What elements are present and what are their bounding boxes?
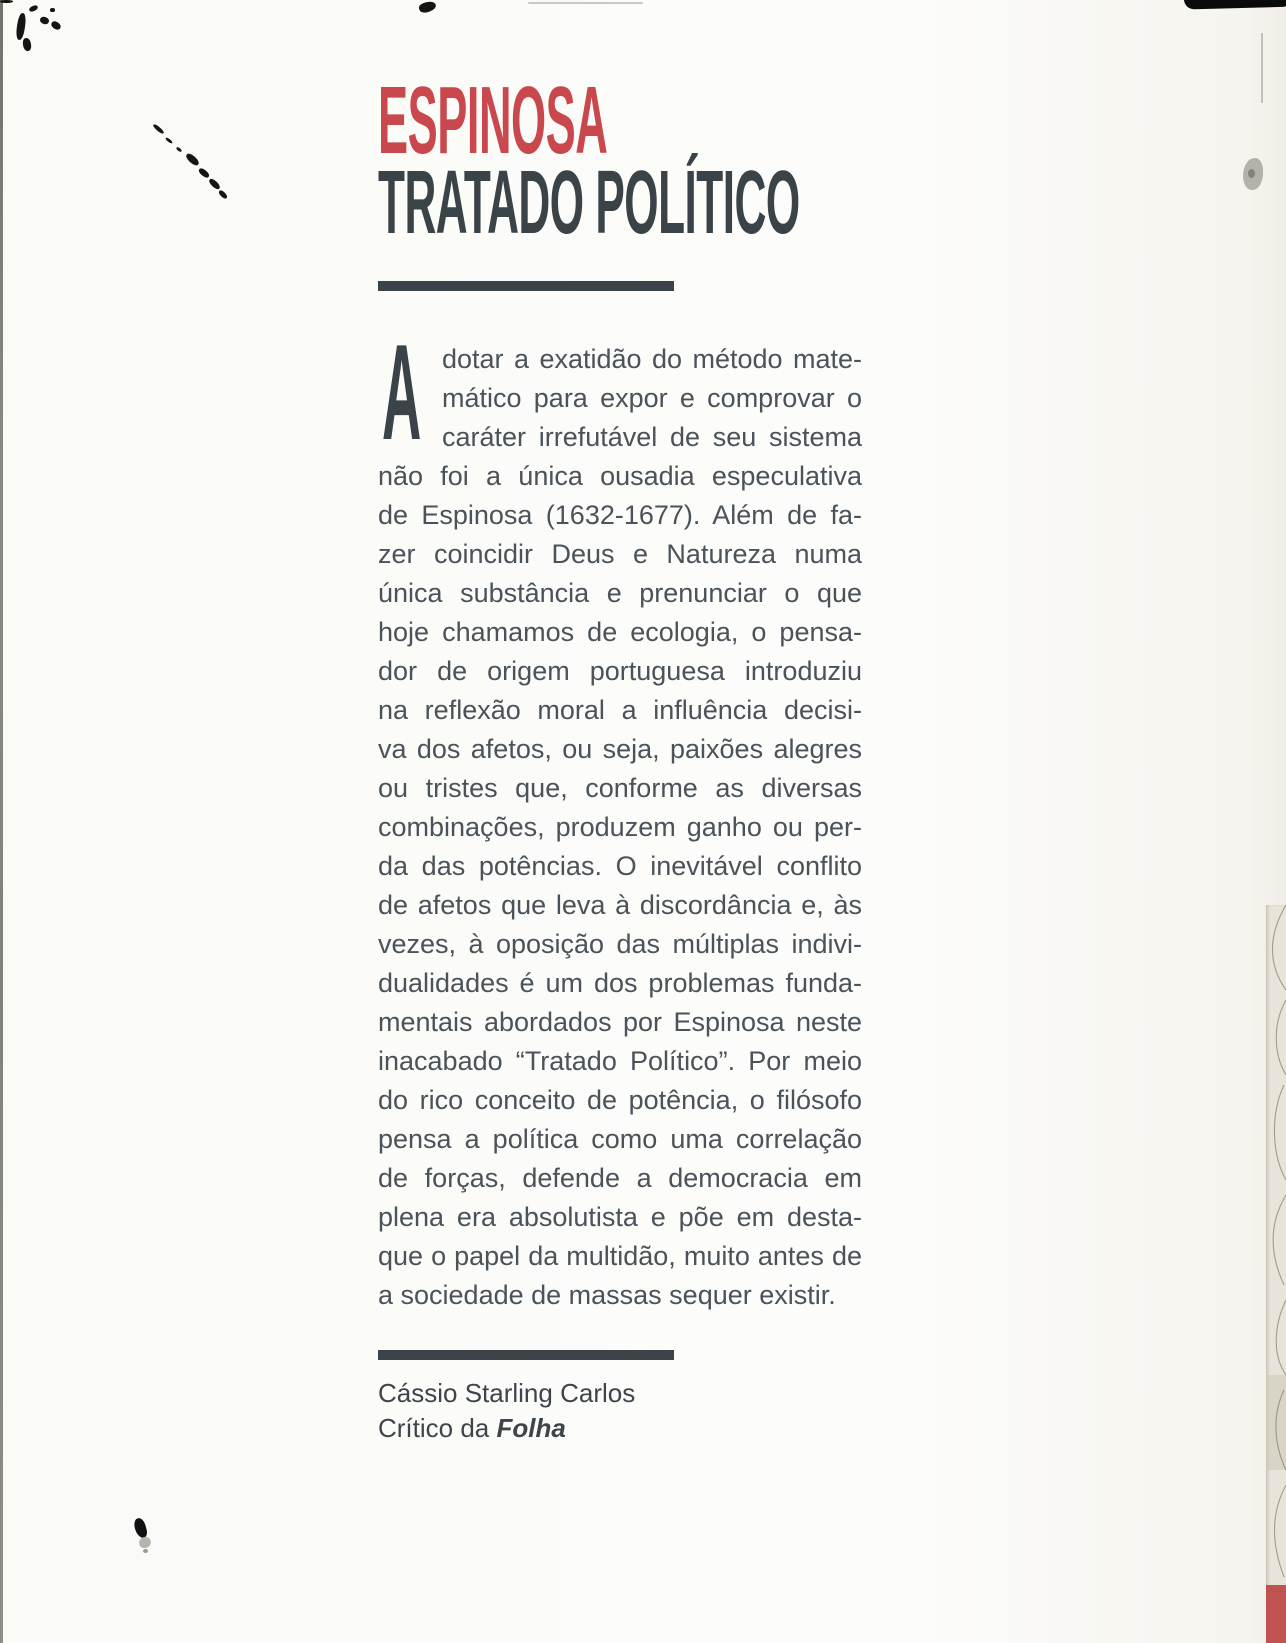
body-text-line: combinações, produzem ganho ou per- [378, 812, 862, 842]
body-text-line: mático para expor e comprovar o [442, 383, 862, 413]
body-text-line: pensa a política como uma correlação [378, 1124, 862, 1154]
body-text-line: ou tristes que, conforme as diversas [378, 773, 862, 803]
body-text-line: caráter irrefutável de seu sistema [442, 422, 862, 452]
body-text-line: de afetos que leva à discordância e, às [378, 890, 862, 920]
body-text-line: única substância e prenunciar o que [378, 578, 862, 608]
body-text-line: inacabado “Tratado Político”. Por meio [378, 1046, 862, 1076]
scan-smudge [1243, 158, 1263, 190]
page-title: ESPINOSA [378, 67, 608, 174]
body-text-line: dor de origem portuguesa introduziu [378, 656, 862, 686]
page-crease [1261, 33, 1263, 103]
adjacent-page-edge [1266, 905, 1286, 1643]
page-gap-shadow [1184, 0, 1286, 9]
body-paragraph [378, 316, 862, 1315]
body-text-line: mentais abordados por Espinosa neste [378, 1007, 862, 1037]
body-text-line: va dos afetos, ou seja, paixões alegres [378, 734, 862, 764]
body-text-line: de forças, defende a democracia em [378, 1163, 862, 1193]
body-text-line: dualidades é um dos problemas funda- [378, 968, 862, 998]
credit-publication: Folha [496, 1413, 566, 1443]
body-text-line: não foi a única ousadia especulativa [378, 461, 862, 491]
body-text-line: na reflexão moral a influência decisi- [378, 695, 862, 725]
divider-rule-top [378, 281, 674, 291]
body-text-line: a sociedade de massas sequer existir. [378, 1280, 836, 1310]
floral-pattern-strip [1266, 905, 1286, 1585]
drop-cap: A [382, 316, 422, 468]
body-text-line: dotar a exatidão do método mate- [442, 344, 862, 374]
ink-mark-top [418, 0, 437, 14]
ink-speck [143, 1549, 148, 1553]
body-text-line: de Espinosa (1632-1677). Além de fa- [378, 500, 862, 530]
credit-block [378, 1376, 635, 1446]
body-text-line: zer coincidir Deus e Natureza numa [378, 539, 862, 569]
body-text-line: hoje chamamos de ecologia, o pensa- [378, 617, 862, 647]
page-subtitle: TRATADO POLÍTICO [378, 153, 800, 253]
body-text-line: do rico conceito de potência, o filósofo [378, 1085, 862, 1115]
scan-hairline [528, 2, 643, 4]
body-text-line: da das potências. O inevitável conflito [378, 851, 862, 881]
red-cover-sliver [1266, 1585, 1286, 1643]
credit-name: Cássio Starling Carlos [378, 1378, 636, 1408]
scan-edge-line [0, 0, 3, 1643]
divider-rule-bottom [378, 1350, 674, 1360]
body-text-line: que o papel da multidão, muito antes de [378, 1241, 862, 1271]
body-text-line: vezes, à oposição das múltiplas indivi- [378, 929, 862, 959]
credit-role: Crítico da Folha [378, 1413, 566, 1443]
body-text-line: plena era absolutista e põe em desta- [378, 1202, 862, 1232]
